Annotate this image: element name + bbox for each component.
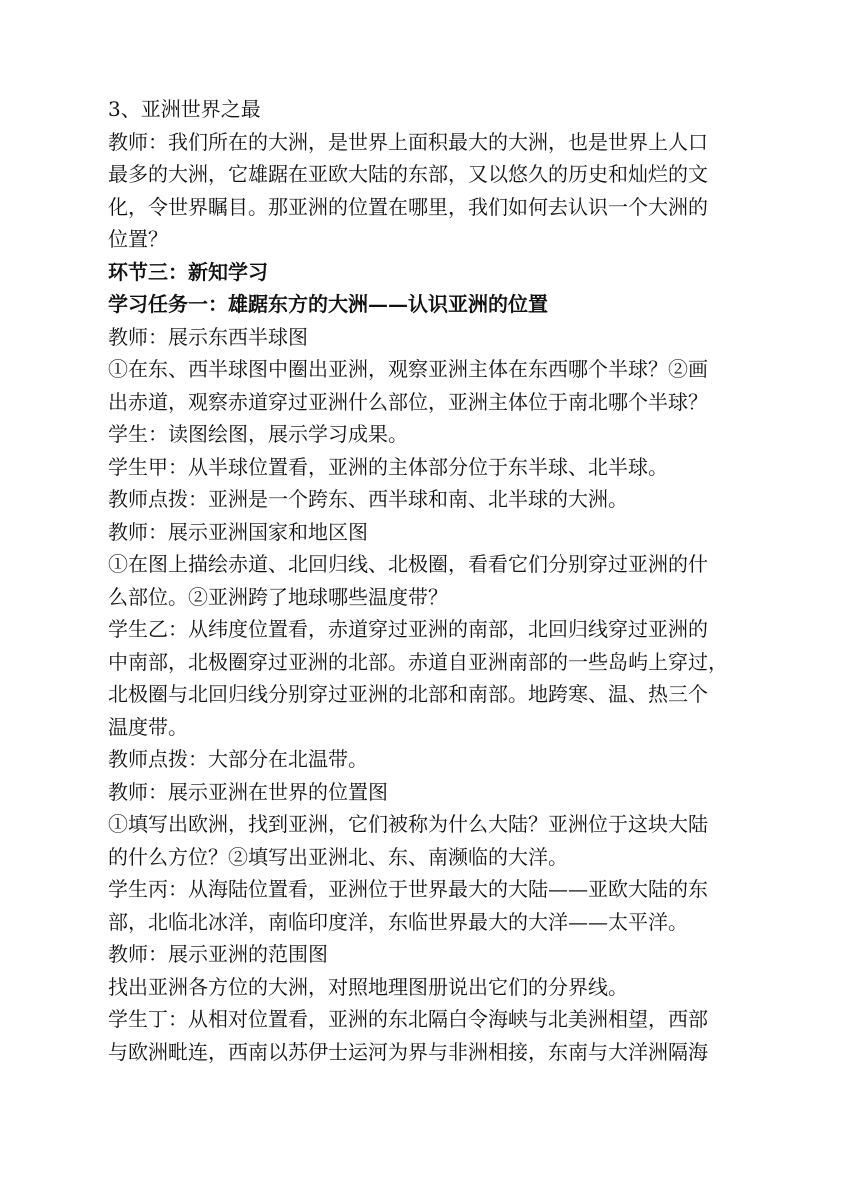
section-heading: 环节三：新知学习 — [108, 259, 268, 284]
text-line: 教师：展示亚洲的范围图 — [108, 942, 328, 966]
text-line: 教师：展示亚洲在世界的位置图 — [108, 779, 388, 804]
text-line: ①在图上描绘赤道、北回归线、北极圈，看看它们分别穿过亚洲的什 — [108, 552, 708, 576]
text-line: 教师点拨：亚洲是一个跨东、西半球和南、北半球的大洲。 — [108, 487, 628, 511]
text-line: 位置？ — [108, 227, 168, 251]
text-line: 的什么方位？②填写出亚洲北、东、南濒临的大洋。 — [108, 844, 568, 869]
text-line: 学生丁：从相对位置看，亚洲的东北隔白令海峡与北美洲相望，西部 — [108, 1007, 708, 1031]
text-line: 学生丙：从海陆位置看，亚洲位于世界最大的大陆——亚欧大陆的东 — [108, 877, 708, 901]
text-line: 3、亚洲世界之最 — [108, 97, 261, 121]
text-line: 化，令世界瞩目。那亚洲的位置在哪里，我们如何去认识一个大洲的 — [108, 194, 708, 219]
text-line: 部，北临北冰洋，南临印度洋，东临世界最大的大洋——太平洋。 — [108, 909, 688, 934]
text-line: 教师：我们所在的大洲，是世界上面积最大的大洲，也是世界上人口 — [108, 129, 708, 154]
section-heading: 学习任务一：雄踞东方的大洲——认识亚洲的位置 — [108, 292, 548, 316]
text-line: 与欧洲毗连，西南以苏伊士运河为界与非洲相接，东南与大洋洲隔海 — [108, 1039, 708, 1064]
text-line: 北极圈与北回归线分别穿过亚洲的北部和南部。地跨寒、温、热三个 — [108, 682, 708, 706]
text-line: 温度带。 — [108, 714, 188, 739]
text-line: 教师点拨：大部分在北温带。 — [108, 747, 368, 771]
text-line: ①在东、西半球图中圈出亚洲，观察亚洲主体在东西哪个半球？②画 — [108, 357, 708, 381]
text-line: 出赤道，观察赤道穿过亚洲什么部位，亚洲主体位于南北哪个半球？ — [108, 389, 708, 414]
text-line: 中南部，北极圈穿过亚洲的北部。赤道自亚洲南部的一些岛屿上穿过， — [108, 649, 728, 674]
text-line: 找出亚洲各方位的大洲，对照地理图册说出它们的分界线。 — [108, 974, 628, 999]
text-line: 么部位。②亚洲跨了地球哪些温度带？ — [108, 584, 448, 609]
text-line: 教师：展示亚洲国家和地区图 — [108, 519, 368, 544]
text-line: ①填写出欧洲，找到亚洲，它们被称为什么大陆？亚洲位于这块大陆 — [108, 812, 708, 836]
text-line: 教师：展示东西半球图 — [108, 324, 308, 349]
text-line: 学生：读图绘图，展示学习成果。 — [108, 422, 408, 446]
text-line: 最多的大洲，它雄踞在亚欧大陆的东部，又以悠久的历史和灿烂的文 — [108, 162, 708, 186]
text-line: 学生甲：从半球位置看，亚洲的主体部分位于东半球、北半球。 — [108, 454, 668, 479]
text-line: 学生乙：从纬度位置看，赤道穿过亚洲的南部，北回归线穿过亚洲的 — [108, 617, 708, 641]
document-body — [108, 93, 768, 1068]
